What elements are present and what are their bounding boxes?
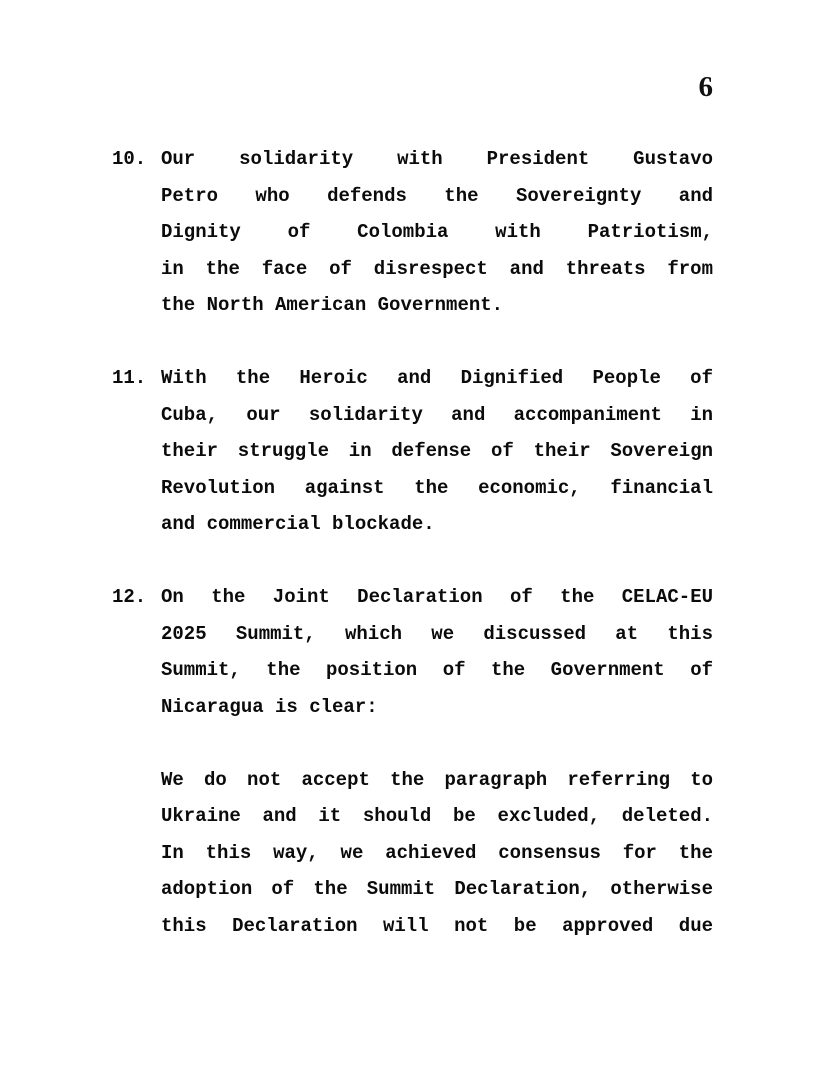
text-line: Ukraine and it should be excluded, deleted. xyxy=(161,805,713,827)
text-line: Cuba, our solidarity and accompaniment in xyxy=(161,403,713,426)
text-line: and commercial blockade. xyxy=(161,513,435,535)
paragraph-12-lines xyxy=(161,579,713,725)
text-line: We do not accept the paragraph referring to xyxy=(161,768,713,791)
paragraph-10 xyxy=(112,141,713,324)
text-line: Revolution against the economic, financial xyxy=(161,476,713,499)
text-line: this Declaration will not be approved due xyxy=(161,914,713,937)
paragraph-statement-lines xyxy=(161,762,713,945)
text-line: Our solidarity with President Gustavo xyxy=(161,148,713,170)
text-line: Petro who defends the Sovereignty and xyxy=(161,184,713,207)
text-line: Summit, the position of the Government of xyxy=(161,659,713,681)
text-line: In this way, we achieved consensus for the xyxy=(161,841,713,864)
document-body xyxy=(112,141,713,944)
text-line: 2025 Summit, which we discussed at this xyxy=(161,622,713,645)
text-line: Nicaragua is clear: xyxy=(161,695,378,718)
text-line: their struggle in defense of their Sovereign xyxy=(161,440,713,462)
list-marker-12: 12. xyxy=(112,586,147,608)
paragraph-12 xyxy=(112,579,713,725)
list-marker-11: 11. xyxy=(112,367,147,389)
text-line: in the face of disrespect and threats from xyxy=(161,257,713,280)
text-line: With the Heroic and Dignified People of xyxy=(161,367,713,389)
text-line: On the Joint Declaration of the CELAC-EU xyxy=(161,586,713,608)
paragraph-11 xyxy=(112,360,713,543)
paragraph-11-lines xyxy=(161,360,713,543)
text-line: Dignity of Colombia with Patriotism, xyxy=(161,221,713,243)
list-marker-10: 10. xyxy=(112,148,147,170)
paragraph-10-lines xyxy=(161,141,713,324)
paragraph-statement xyxy=(112,762,713,945)
page-number: 6 xyxy=(698,71,713,103)
text-line: the North American Government. xyxy=(161,294,504,316)
text-line: adoption of the Summit Declaration, otherwise xyxy=(161,878,713,900)
